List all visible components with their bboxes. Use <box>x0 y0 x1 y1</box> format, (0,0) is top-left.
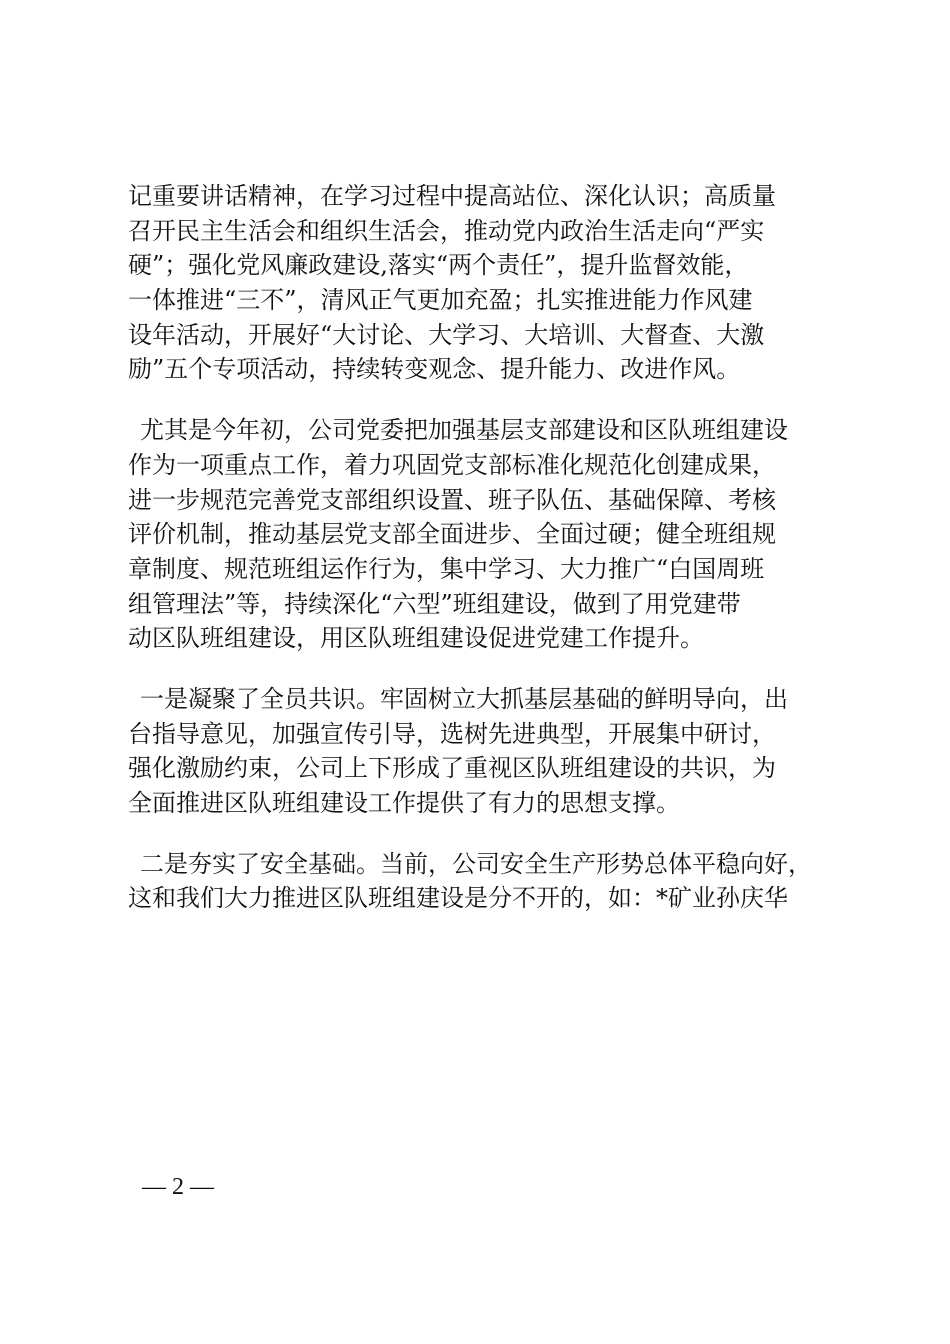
paragraph <box>128 179 830 387</box>
text-line: 一是凝聚了全员共识。牢固树立大抓基层基础的鲜明导向，出 <box>140 684 788 713</box>
text-line: 作为一项重点工作，着力巩固党支部标准化规范化创建成果， <box>128 450 776 479</box>
text-line: 设年活动，开展好“大讨论、大学习、大培训、大督查、大激 <box>128 320 765 349</box>
text-line: 尤其是今年初，公司党委把加强基层支部建设和区队班组建设 <box>140 416 788 445</box>
paragraph <box>128 847 830 916</box>
text-line: 励”五个专项活动，持续转变观念、提升能力、改进作风。 <box>128 355 741 384</box>
text-line: 台指导意见，加强宣传引导，选树先进典型，开展集中研讨， <box>128 719 776 748</box>
text-line: 一体推进“三不”，清风正气更加充盈；扎实推进能力作风建 <box>128 286 753 315</box>
text-line: 这和我们大力推进区队班组建设是分不开的，如：*矿业孙庆华 <box>128 884 788 913</box>
text-line: 记重要讲话精神，在学习过程中提高站位、深化认识；高质量 <box>128 182 776 210</box>
page-number: — 2 — <box>142 1174 214 1200</box>
paragraph <box>128 682 830 821</box>
text-line: 强化激励约束，公司上下形成了重视区队班组建设的共识，为 <box>128 754 776 783</box>
text-line: 组管理法”等，持续深化“六型”班组建设，做到了用党建带 <box>128 589 741 618</box>
text-line: 评价机制，推动基层党支部全面进步、全面过硬；健全班组规 <box>128 520 776 549</box>
text-line: 全面推进区队班组建设工作提供了有力的思想支撑。 <box>128 789 680 817</box>
paragraph <box>128 413 830 656</box>
text-line: 召开民主生活会和组织生活会，推动党内政治生活走向“严实 <box>128 216 765 245</box>
text-line: 二是夯实了安全基础。当前，公司安全生产形势总体平稳向好， <box>140 849 812 878</box>
text-line: 章制度、规范班组运作行为，集中学习、大力推广“白国周班 <box>128 554 765 583</box>
text-line: 动区队班组建设，用区队班组建设促进党建工作提升。 <box>128 624 704 653</box>
text-line: 进一步规范完善党支部组织设置、班子队伍、基础保障、考核 <box>128 485 776 514</box>
text-line: 硬”；强化党风廉政建设,落实“两个责任”，提升监督效能， <box>128 251 749 280</box>
document-body <box>128 179 830 942</box>
